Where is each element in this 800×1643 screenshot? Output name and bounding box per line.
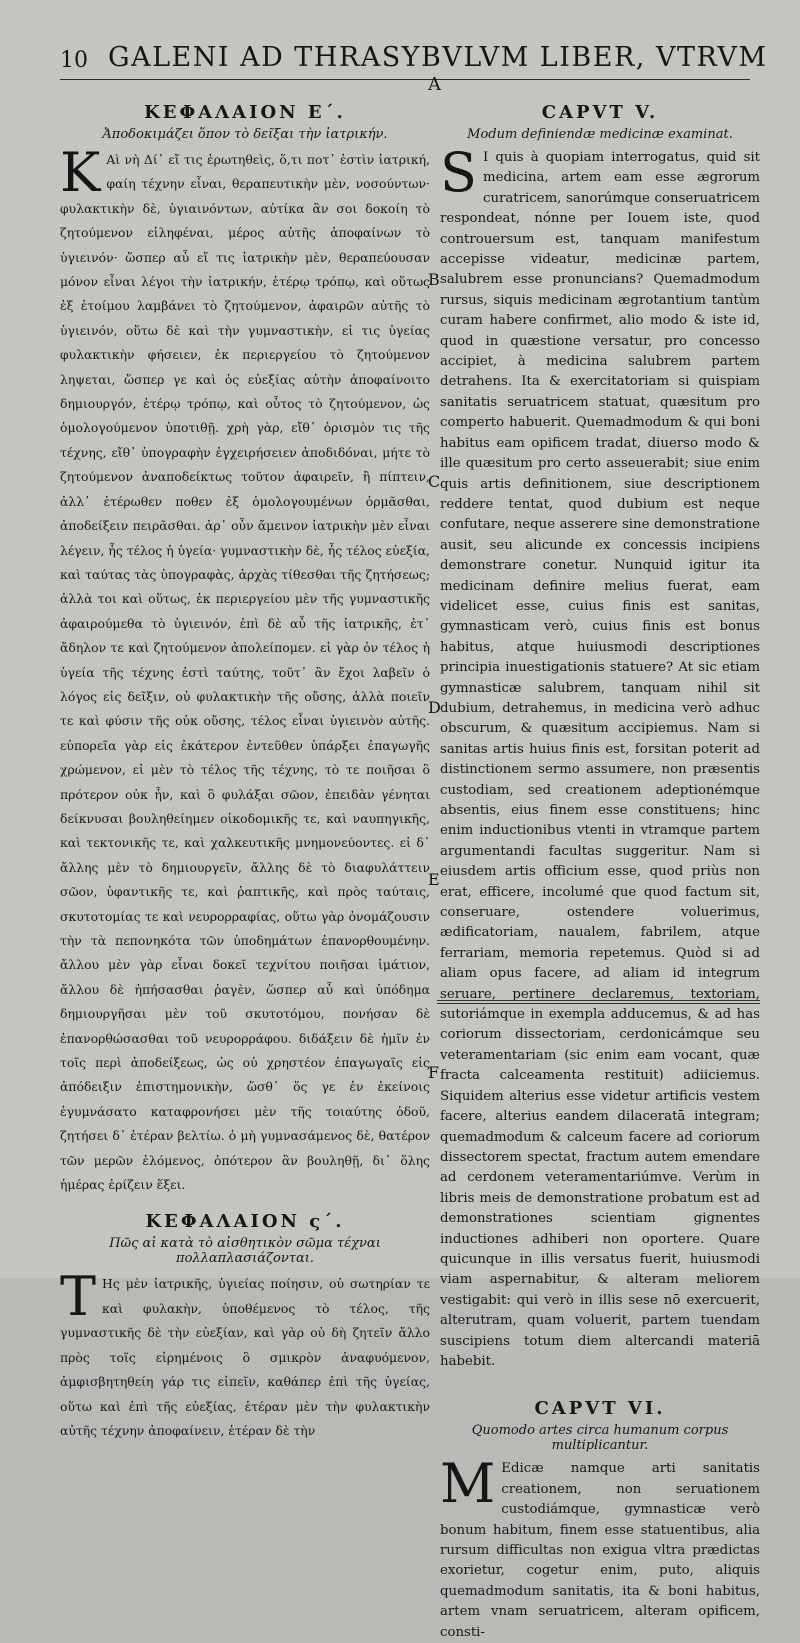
running-title: GALENI AD THRASYBVLVM LIBER, VTRVM <box>108 42 768 73</box>
chapter-5-latin-heading: CAPVT V. <box>541 102 659 123</box>
chapter-5-greek-body: Αὶ νὴ Δί᾽ εἴ τις ἐρωτηθεὶς, ὅ,τι ποτ᾽ ἐστὶν ἰατρική, φαίη τέχνην εἶναι, θεραπευτικὴν μὲν, νοσούντων· φυλακτικὴν δὲ, ὑγιαινόντων, αὐτίκα ἂν σοι δοκοίη τὸ ζητούμενον εἰληφέναι, μέρος αὐτῆς ἀποφαίνων τὸ ὑγιεινόν· ὥσπερ αὖ εἴ τις ἰατρικὴν μὲν, θεραπεύουσαν μόνον εἶναι λέγοι τὴν ἰατρικήν, ἑτέρῳ τρόπῳ, καὶ οὕτως ἐξ ἑτοίμου λαμβάνει τὸ ζητούμενον, ἀφαιρῶν αὐτῆς τὸ ὑγιεινόν, οὕτω δὲ καὶ τὴν γυμναστικὴν, εἰ τις ὑγείας φυλακτικὴν φήσειεν, ἐκ περιεργείου τὸ ζητούμενον ληψεται, ὥσπερ γε καὶ ὁς εὐεξίας αὐτὴν ἀποφαίνοιτο δημιουργόν, ἑτέρῳ τρόπῳ, καὶ οὗτος τὸ ζητούμενον, ὡς ὁμολογούμενον ὑποτιθῇ. χρὴ γὰρ, εἴθ᾽ ὁρισμὸν τις τῆς τέχνης, εἴθ᾽ ὑπογραφὴν ἐγχειρήσειεν ἀποδιδόναι, μήτε τὸ ζητούμενον ἀναποδείκτως τοῦτον ἀφαιρεῖν, ἢ πίπτειν, ἀλλ᾽ ἑτέρωθεν ποθεν ἐξ ὁμολογουμένων ὁρμᾶσθαι, ἀποδείξειν πειρᾶσθαι. ἀρ᾽ οὖν ἄμεινον ἰατρικὴν μὲν εἶναι λέγειν, ἧς τέλος ἡ ὑγεία· γυμναστικὴν δὲ, ἧς τέλος εὐεξία, καὶ ταύτας τὰς ὑπογραφὰς, ἀρχὰς τίθεσθαι τῆς ζητήσεως; ἀλλὰ τοι καὶ οὕτως, ἐκ περιεργείου μὲν τῆς γυμναστικῆς ἀφαιρούμεθα τὸ ὑγιεινόν, ἐπὶ δὲ αὖ τῆς ἰατρικῆς, ἐτ᾽ ἄδηλον τε καὶ ζητούμενον ἀπολείπομεν. εἰ γὰρ ὁν τέλος ἡ ὑγεία τῆς τέχνης ἐστὶ ταύτης, τοῦτ᾽ ἂν ἔχοι λαβεῖν ὁ λόγος εἰς δεῖξιν, οὐ φυλακτικὴν τῆς οὔσης, ἀλλὰ ποιεῖν τε καὶ φύσιν τῆς οὐκ οὔσης, τέλος εἶναι ὑγιεινὸν αὐτῆς. εὐπορεῖα γὰρ εἰς ἐκάτερον ἐντεῦθεν ὑπάρξει ἐπαγωγῆς χρώμενον, εἰ μὲν τὸ τέλος τῆς τέχνης, τὸ τε ποιῆσαι ὃ πρότερον οὐκ ἦν, καὶ ὃ φυλάξαι σῶον, ἐπειδὰν γένηται δείκνυσαι βουληθείημεν οἰκοδομικῆς τε, καὶ ναυπηγικῆς, καὶ τεκτονικῆς τε, καὶ χαλκευτικῆς μνημονεύοντες. εἰ δ᾽ ἄλλης μὲν τὸ δημιουργεῖν, ἄλλης δὲ τὸ διαφυλάττειν σῶον, ὑφαντικῆς τε, καὶ ῥαπτικῆς, καὶ πρὸς ταύταις, σκυτοτομίας τε καὶ νευρορραφίας, οὕτω γὰρ ὀνομάζουσιν τὴν τὰ πεπονηκότα τῶν ὑποδημάτων ἐπανορθουμένην. ἄλλου μὲν γὰρ εἶναι δοκεῖ τεχνίτου ποιῆσαι ἱμάτιον, ἄλλου δὲ ἠπήσασθαι ῥαγὲν, ὥσπερ αὖ καὶ ὑπόδημα δημιουργῆσαι μὲν τοῦ σκυτοτόμου, πονήσαν δὲ ἐπανορθώσασθαι τοῦ νευρορράφου. διδάξειν δὲ ἡμῖν ἐν τοῖς περὶ ἀποδείξεως, ὡς οὐ χρηστέον ἐπαγωγαῖς εἰς ἀπόδειξιν ἐπιστημονικὴν, ὥσθ᾽ ὅς γε ἐν ἐκείνοις ἐγυμνάσατο καταφρονήσει μὲν τῆς τοιαύτης ὁδοῦ, ζητήσει δ᾽ ἑτέραν βελτίω. ὁ μὴ γυμνασάμενος δὲ, θατέρον τῶν μερῶν ἑλόμενος, ὁπότερον ἂν βουληθῇ, δι᾽ ὅλης ἡμέρας ἐρίζειν ἕξει. <box>60 152 430 1193</box>
chapter-5-greek-subtitle: Ἀποδοκιμάζει ὅπον τὸ δεῖξαι τὴν ἰατρικήν. <box>102 127 388 142</box>
margin-letter-f: F <box>428 1063 440 1082</box>
chapter-6-greek-subtitle: Πῶς αἱ κατὰ τὸ αἰσθητικὸν σῶμα τέχναι πολλαπλασιάζονται. <box>109 1236 381 1267</box>
chapter-5-greek-heading: ΚΕΦΑΛΑΙΟΝ Ε΄. <box>144 102 346 123</box>
margin-letter-d: D <box>428 698 441 717</box>
latin-dropcap: S <box>440 141 477 204</box>
margin-letter-b: B <box>428 270 440 289</box>
chapter-5-greek-text <box>60 141 430 1197</box>
greek-column <box>60 92 430 1438</box>
header-rule <box>60 79 750 80</box>
chapter-6-latin-subtitle: Quomodo artes circa humanum corpus multiplicantur. <box>471 1423 729 1454</box>
page-number: 10 <box>60 48 88 73</box>
latin-column <box>440 92 760 1640</box>
greek-dropcap-2: Τ <box>60 1265 97 1329</box>
chapter-6-greek-text <box>60 1265 430 1443</box>
chapter-5-latin-subtitle: Modum definiendæ medicinæ examinat. <box>467 127 733 142</box>
chapter-6-latin-body: Edicæ namque arti sanitatis creationem, non seruationem custodiámque, gymnasticæ verò bonum habitum, finem esse statuentibus, alia rursum difficultas non exigua vltra prædictas exorietur, cogetur enim, puto, aliquis quemadmodum sanitatis, ita & boni habitus, artem vnam seruatricem, alteram opificem, consti- <box>440 1461 760 1640</box>
chapter-5-latin-text <box>440 141 760 1372</box>
chapter-6-greek-heading: ΚΕΦΑΛΑΙΟΝ ς΄. <box>145 1211 345 1233</box>
chapter-6-latin-text <box>440 1452 760 1643</box>
chapter-6-greek-body: Ης μὲν ἰατρικῆς, ὑγιείας ποίησιν, οὐ σωτηρίαν τε καὶ φυλακὴν, ὑποθέμενος τὸ τέλος, τῆς γυμναστικῆς δὲ τὴν εὐεξίαν, καὶ γὰρ οὐ δὴ ζητεῖν ἄλλο πρὸς τοῖς εἰρημένοις ὃ σμικρὸν ἀναφυόμενον, ἀμφισβητηθείη γάρ τις εἰπεῖν, καθάπερ ἐπὶ τῆς ὑγείας, οὕτω καὶ ἐπὶ τῆς εὐεξίας, ἑτέραν μὲν τὴν φυλακτικὴν αὐτῆς τέχνην ἀποφαίνειν, ἑτέραν δὲ τὴν <box>60 1276 430 1438</box>
chapter-5-latin-body: I quis à quopiam interrogatus, quid sit medicina, artem eam esse ægrorum curatricem, sanorúmque conseruatricem respondeat, nónne per Iouem iste, quod controuersum est, tanquam manifestum accepisse videatur, medicinæ partem, salubrem esse pronuncians? Quemadmodum rursus, siquis medicinam ægrotantium tantùm curam habere confirmet, alio modo & iste id, quod in quæstione versatur, pro concesso accipiet, à medicina salubrem partem detrahens. Ita & exercitatoriam si quispiam sanitatis seruatricem statuat, quæsitum pro comperto habuerit. Quemadmodum & qui boni habitus eam opificem tradat, diuerso modo & ille quæsitum pro certo asseuerabit; siue enim quis artis definitionem, siue descriptionem reddere tentat, quod dubium est neque confutare, neque asserere sine demonstratione ausit, seu alicunde ex concessis incipiens demonstrare conetur. Nunquid igitur ita medicinam definire melius fuerat, eam videlicet esse, cuius finis est sanitas, gymnasticam verò, cuius finis est bonus habitus, atque huiusmodi descriptiones principia inuestigationis statuere? At sic etiam gymnasticæ salubrem, tanquam nihil sit dubium, detrahemus, in medicina verò adhuc obscurum, & quæsitum accipiemus. Nam si sanitas artis huius finis est, forsitan poterit ad distinctionem sermo assumere, non præsentis custodiam, sed creationem adeptionémque absentis, eius finem esse constituens; hinc enim inductionibus vtenti in vtramque partem argumentandi facultas suggeritur. Nam si eiusdem artis officium esse, quod priùs non erat, efficere, incolumé que quod factum sit, conseruare, ostendere voluerimus, ædificatoriam, naualem, fabrilem, atque ferrariam, memoria repetemus. Quòd si ad aliam opus facere, ad aliam id integrum seruare, pertinere declaremus, textoriam, sutoriámque in exempla adducemus, & ad has coriorum dissectoriam, cerdonicámque seu veteramentariam (sic enim eam vocant, quæ fracta calceamenta restituit) adiiciemus. Siquidem alterius esse videtur artificis vestem facere, alterius eandem dilaceratā integram; quemadmodum & calceum facere ad coriorum dissectorem spectat, fractum autem emendare ad cerdonem veteramentariúmve. Verùm in libris meis de demonstratione probatum est ad demonstrationes scientiam gignentes inductiones adhiberi non oportere. Quare quicunque in illis versatus fuerit, huiusmodi viam aspernabitur, & alteram meliorem vestigabit: qui verò in illis sese nō exercuerit, alterutram, quam voluerit, partem tuendam suscipiens totum diem altercandi materiā habebit. <box>440 150 760 1369</box>
margin-letter-c: C <box>428 472 441 491</box>
greek-dropcap: Κ <box>60 141 101 204</box>
margin-letter-e: E <box>428 870 440 889</box>
chapter-divider <box>437 1000 760 1004</box>
latin-dropcap-2: M <box>440 1452 496 1516</box>
chapter-6-latin-heading: CAPVT VI. <box>534 1398 666 1420</box>
signature-mark: A <box>428 74 441 95</box>
